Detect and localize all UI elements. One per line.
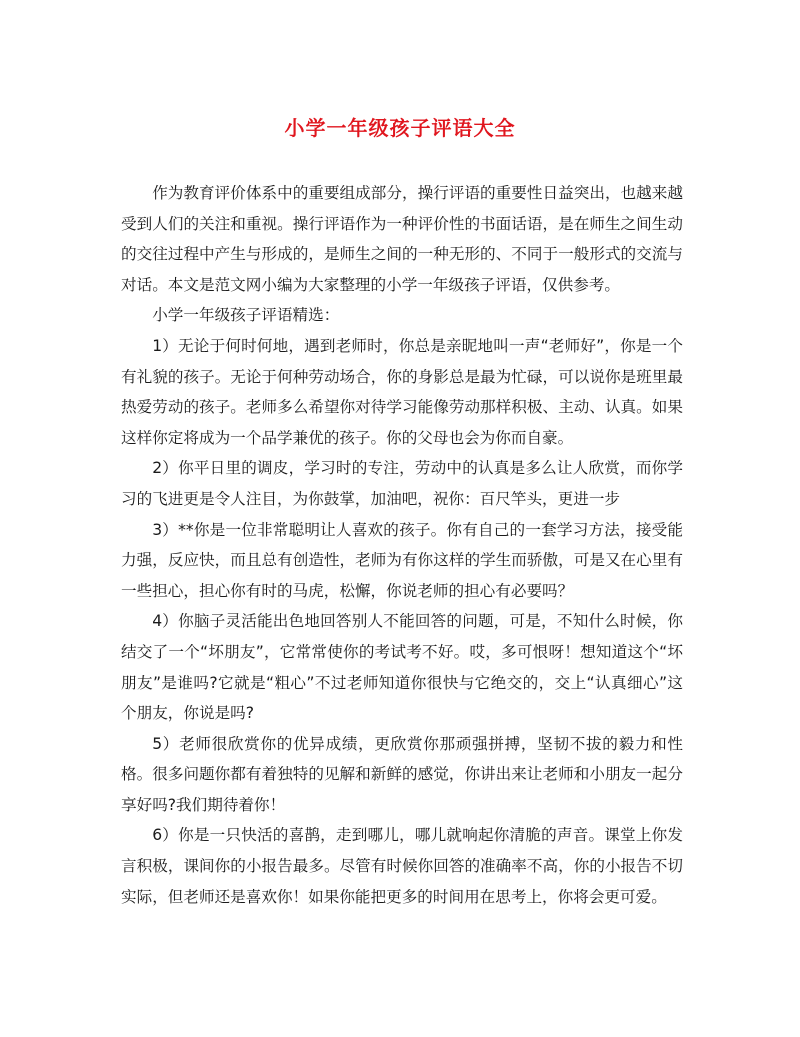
comment-paragraph-5: 5）老师很欣赏你的优异成绩，更欣赏你那顽强拼搏，坚韧不拔的毅力和性格。很多问题你都有着独特的见解和新鲜的感觉，你讲出来让老师和小朋友一起分享好吗?我们期待着你！ <box>121 734 683 814</box>
comment-paragraph-1: 1）无论于何时何地，遇到老师时，你总是亲昵地叫一声“老师好”，你是一个有礼貌的孩子。无论于何种劳动场合，你的身影总是最为忙碌，可以说你是班里最热爱劳动的孩子。老师多么希望你对待学习能像劳动那样积极、主动、认真。如果这样你定将成为一个品学兼优的孩子。你的父母也会为你而自豪。 <box>121 336 683 447</box>
comment-paragraph-4: 4）你脑子灵活能出色地回答别人不能回答的问题，可是，不知什么时候，你结交了一个“坏朋友”，它常常使你的考试考不好。哎，多可恨呀！想知道这个“坏朋友”是谁吗?它就是“粗心”不过老师知道你很快与它绝交的，交上“认真细心”这个朋友，你说是吗? <box>121 612 683 723</box>
intro-paragraph: 作为教育评价体系中的重要组成部分，操行评语的重要性日益突出，也越来越受到人们的关注和重视。操行评语作为一种评价性的书面话语，是在师生之间生动的交往过程中产生与形成的，是师生之间的一种无形的、不同于一般形式的交流与对话。本文是范文网小编为大家整理的小学一年级孩子评语，仅供参考。 <box>121 184 683 294</box>
section-heading: 小学一年级孩子评语精选： <box>152 306 340 325</box>
comment-paragraph-2: 2）你平日里的调皮，学习时的专注，劳动中的认真是多么让人欣赏，而你学习的飞进更是令人注目，为你鼓掌，加油吧，祝你：百尺竿头，更进一步 <box>121 459 683 508</box>
comment-paragraph-6: 6）你是一只快活的喜鹊，走到哪儿，哪儿就响起你清脆的声音。课堂上你发言积极，课间你的小报告最多。尽管有时候你回答的准确率不高，你的小报告不切实际，但老师还是喜欢你！如果你能把更多的时间用在思考上，你将会更可爱。 <box>121 826 683 906</box>
comment-paragraph-3: 3）**你是一位非常聪明让人喜欢的孩子。你有自己的一套学习方法，接受能力强，反应快，而且总有创造性，老师为有你这样的学生而骄傲，可是又在心里有一些担心，担心你有时的马虎，松懈，你说老师的担心有必要吗？ <box>121 520 683 600</box>
document-title: 小学一年级孩子评语大全 <box>284 116 516 140</box>
document-body <box>121 178 683 912</box>
